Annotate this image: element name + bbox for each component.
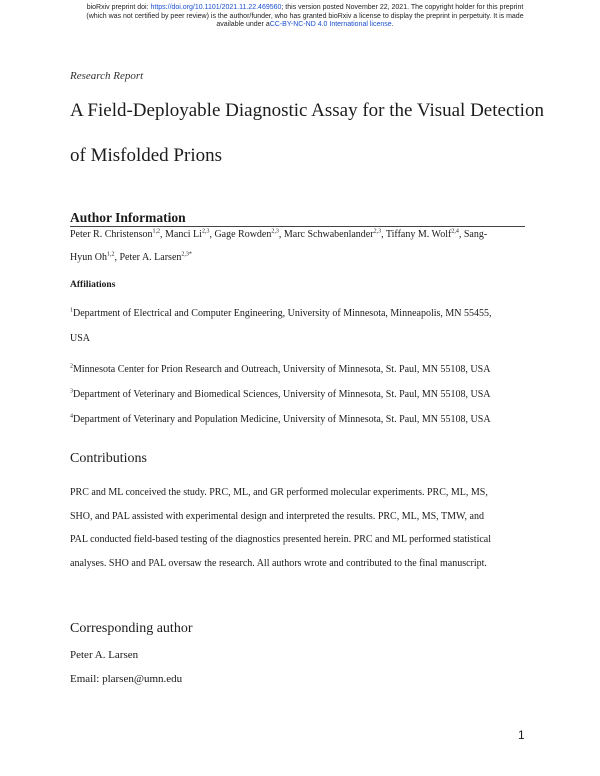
- contributions-line: PAL conducted field-based testing of the diagnostics presented herein. PRC and ML performed statistical: [70, 534, 492, 545]
- doi-link[interactable]: https://doi.org/10.1101/2021.11.22.469560: [150, 4, 282, 11]
- affiliation-number: 4: [70, 413, 73, 420]
- affiliation-3: [70, 389, 491, 401]
- author-affiliation-marks: 2,3: [271, 228, 279, 235]
- affiliation-number: 2: [70, 363, 73, 370]
- notice-line3-suffix: .: [391, 21, 394, 28]
- author-name: Gage Rowden: [214, 229, 272, 240]
- author-affiliation-marks: 1,2: [152, 228, 160, 235]
- page-number: 1: [518, 728, 525, 742]
- author-name: Marc Schwabenlander: [283, 229, 374, 240]
- contributions-line: SHO, and PAL assisted with experimental design and interpreted the results. PRC, ML, MS, TMW, and: [70, 511, 484, 522]
- license-link[interactable]: CC-BY-NC-ND 4.0 International license: [269, 21, 392, 28]
- report-label: Research Report: [70, 70, 144, 82]
- author-list-line-2: Hyun Oh$^{1,2}$, Peter A. Larsen$^{2,3*}$: [70, 251, 192, 263]
- affiliation-number: 1: [70, 307, 73, 314]
- affiliation-1: [70, 308, 492, 320]
- author-affiliation-marks: 1,2: [106, 251, 115, 258]
- affiliation-text: Department of Veterinary and Population Medicine, University of Minnesota, St. Paul, MN 55108, USA: [73, 414, 491, 425]
- affiliation-text: Department of Electrical and Computer Engineering, University of Minnesota, Minneapolis, MN 55455,: [73, 308, 492, 319]
- corresponding-author-email: Email: plarsen@umn.edu: [70, 673, 183, 685]
- affiliation-text: Department of Veterinary and Biomedical Sciences, University of Minnesota, St. Paul, MN 55108, USA: [73, 389, 491, 400]
- author-affiliation-marks: 2,3: [373, 228, 382, 235]
- notice-line3-prefix: available under a: [216, 21, 270, 28]
- author-list-line-1: Peter R. Christenson$^{1,2}$, Manci Li$^{2,3}$, Gage Rowden$^{2,3}$, Marc Schwabenlander$^{2,3}$, Tiffany M. Wolf$^{2,4}$, Sang-: [70, 228, 488, 240]
- affiliation-2: [70, 364, 490, 376]
- author-name-part-1: Sang-: [463, 229, 488, 240]
- author-name: Tiffany M. Wolf: [385, 229, 452, 240]
- author-affiliation-marks: 2,3*: [181, 251, 192, 258]
- author-name: Manci Li: [165, 229, 202, 240]
- preprint-notice: [40, 4, 570, 30]
- corresponding-author-name: Peter A. Larsen: [70, 649, 139, 661]
- author-affiliation-marks: 2,3: [201, 228, 210, 235]
- notice-line1-suffix: ; this version posted November 22, 2021. The copyright holder for this preprint: [281, 4, 524, 11]
- corresponding-author-heading: Corresponding author: [70, 621, 193, 636]
- contributions-line: PRC and ML conceived the study. PRC, ML, and GR performed molecular experiments. PRC, ML, MS,: [70, 487, 488, 498]
- title-line-1: A Field-Deployable Diagnostic Assay for the Visual Detection: [70, 100, 544, 121]
- notice-line1-prefix: bioRxiv preprint doi:: [86, 4, 151, 11]
- affiliation-1-continued: USA: [70, 333, 91, 344]
- contributions-heading: Contributions: [70, 451, 148, 466]
- author-name: Peter A. Larsen: [119, 252, 182, 263]
- author-information-heading: Author Information: [70, 210, 525, 227]
- author-affiliation-marks: 2,4: [451, 228, 459, 235]
- affiliation-text: Minnesota Center for Prion Research and Outreach, University of Minnesota, St. Paul, MN 55108, USA: [73, 364, 491, 375]
- title-line-2: of Misfolded Prions: [70, 145, 222, 166]
- author-name-part-2: Hyun Oh: [70, 252, 107, 263]
- affiliation-number: 3: [70, 388, 73, 395]
- contributions-line: analyses. SHO and PAL oversaw the research. All authors wrote and contributed to the final manuscript.: [70, 558, 487, 569]
- author-name: Peter R. Christenson: [70, 229, 153, 240]
- notice-line2: (which was not certified by peer review) is the author/funder, who has granted bioRxiv a license to display the preprint in perpetuity. It is made: [86, 12, 524, 20]
- affiliation-4: [70, 414, 491, 426]
- affiliations-heading: Affiliations: [70, 280, 116, 290]
